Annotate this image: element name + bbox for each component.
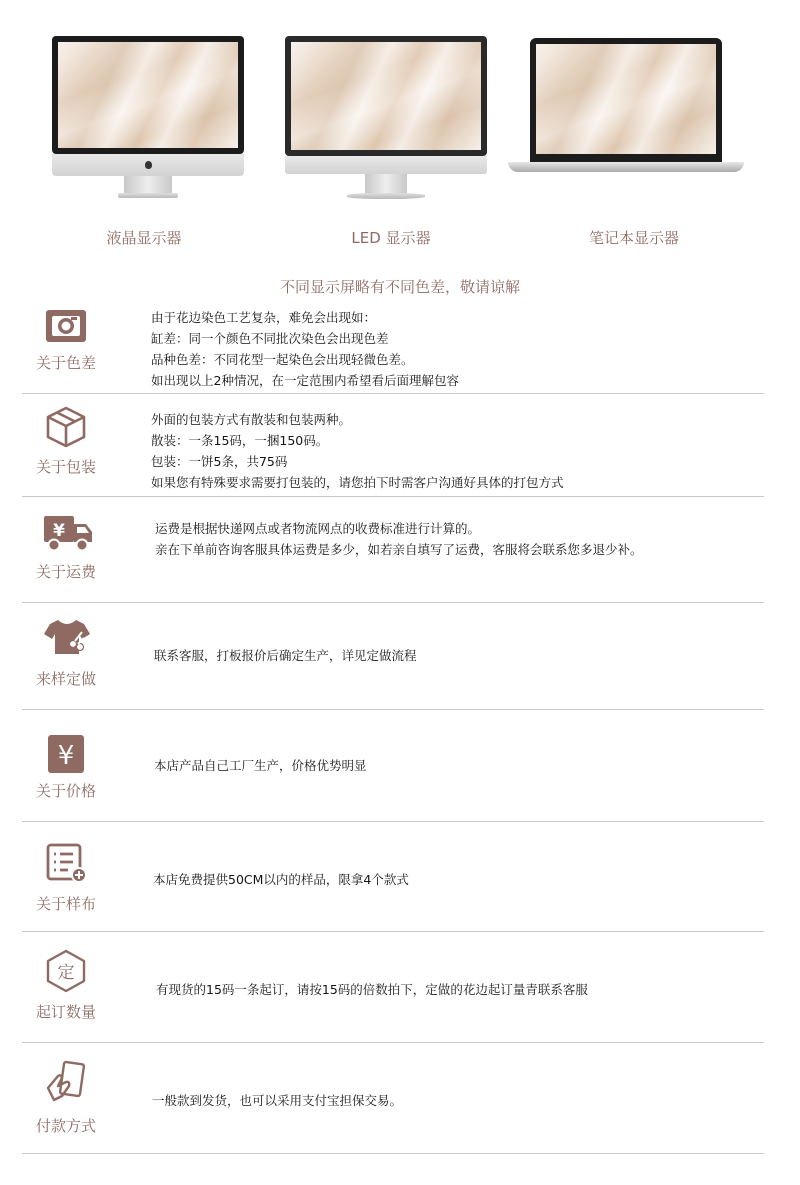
monitor-label-led: LED 显示器 bbox=[351, 229, 431, 247]
laptop-icon bbox=[508, 38, 744, 178]
row-text bbox=[151, 307, 459, 391]
row-line: 亲在下单前咨询客服具体运费是多少，如若亲自填写了运费，客服将会联系您多退少补。 bbox=[155, 542, 643, 557]
delivery-truck-icon bbox=[42, 512, 94, 556]
row-line: 一般款到发货，也可以采用支付宝担保交易。 bbox=[152, 1093, 403, 1108]
row-text bbox=[155, 518, 643, 560]
row-line: 如果您有特殊要求需要打包装的，请您拍下时需客户沟通好具体的打包方式 bbox=[151, 475, 564, 490]
led-monitor-icon bbox=[285, 36, 487, 201]
row-text bbox=[154, 645, 417, 666]
info-row-price bbox=[22, 709, 764, 822]
row-title: 来样定做 bbox=[35, 670, 96, 688]
info-row-payment bbox=[22, 1042, 764, 1154]
info-row-packaging bbox=[22, 393, 764, 497]
yen-icon bbox=[44, 733, 88, 777]
svg-text:¥: ¥ bbox=[57, 741, 75, 771]
row-line: 由于花边染色工艺复杂，难免会出现如： bbox=[151, 310, 377, 325]
info-row-minimum-order bbox=[22, 931, 764, 1043]
row-line: 包装：一饼5条，共75码 bbox=[151, 454, 288, 469]
row-title: 付款方式 bbox=[35, 1117, 96, 1135]
row-line: 外面的包装方式有散装和包装两种。 bbox=[151, 412, 352, 427]
info-row-shipping bbox=[22, 496, 764, 603]
monitor-label-lcd: 液晶显示器 bbox=[106, 229, 182, 247]
display-devices bbox=[0, 0, 800, 260]
info-row-sample-fabric bbox=[22, 821, 764, 932]
svg-text:¥: ¥ bbox=[53, 521, 65, 541]
sample-list-icon bbox=[44, 841, 88, 885]
row-text bbox=[153, 869, 409, 890]
row-line: 散装：一条15码，一捆150码。 bbox=[151, 433, 329, 448]
package-icon bbox=[44, 405, 88, 449]
camera-icon bbox=[44, 304, 88, 348]
row-text bbox=[154, 755, 367, 776]
row-line: 本店产品自己工厂生产，价格优势明显 bbox=[154, 758, 367, 773]
hexagon-char: 定 bbox=[57, 963, 75, 983]
tshirt-scissors-icon bbox=[42, 616, 92, 660]
color-difference-notice: 不同显示屏略有不同色差，敬请谅解 bbox=[279, 278, 520, 296]
row-line: 联系客服，打板报价后确定生产，详见定做流程 bbox=[154, 648, 417, 663]
row-title: 起订数量 bbox=[35, 1003, 96, 1021]
row-title: 关于运费 bbox=[35, 563, 96, 581]
row-title: 关于包装 bbox=[35, 458, 96, 476]
row-line: 缸差：同一个颜色不同批次染色会出现色差 bbox=[151, 331, 389, 346]
hexagon-ding-icon bbox=[44, 949, 88, 993]
row-title: 关于样布 bbox=[35, 895, 96, 913]
info-row-color-difference bbox=[22, 290, 764, 394]
imac-icon bbox=[52, 36, 244, 201]
row-title: 关于价格 bbox=[35, 782, 96, 800]
hand-card-icon bbox=[44, 1060, 88, 1104]
monitor-label-laptop: 笔记本显示器 bbox=[588, 229, 679, 247]
row-text bbox=[151, 409, 564, 493]
row-text bbox=[152, 1090, 402, 1111]
row-line: 运费是根据快递网点或者物流网点的收费标准进行计算的。 bbox=[155, 521, 481, 536]
row-line: 本店免费提供50CM以内的样品，限拿4个款式 bbox=[153, 872, 409, 887]
row-line: 有现货的15码一条起订，请按15码的倍数拍下，定做的花边起订量青联系客服 bbox=[156, 982, 588, 997]
row-line: 品种色差：不同花型一起染色会出现轻微色差。 bbox=[151, 352, 414, 367]
row-line: 如出现以上2种情况，在一定范围内希望看后面理解包容 bbox=[151, 373, 459, 388]
row-text bbox=[156, 979, 588, 1000]
row-title: 关于色差 bbox=[35, 354, 96, 372]
info-row-custom-order bbox=[22, 602, 764, 710]
